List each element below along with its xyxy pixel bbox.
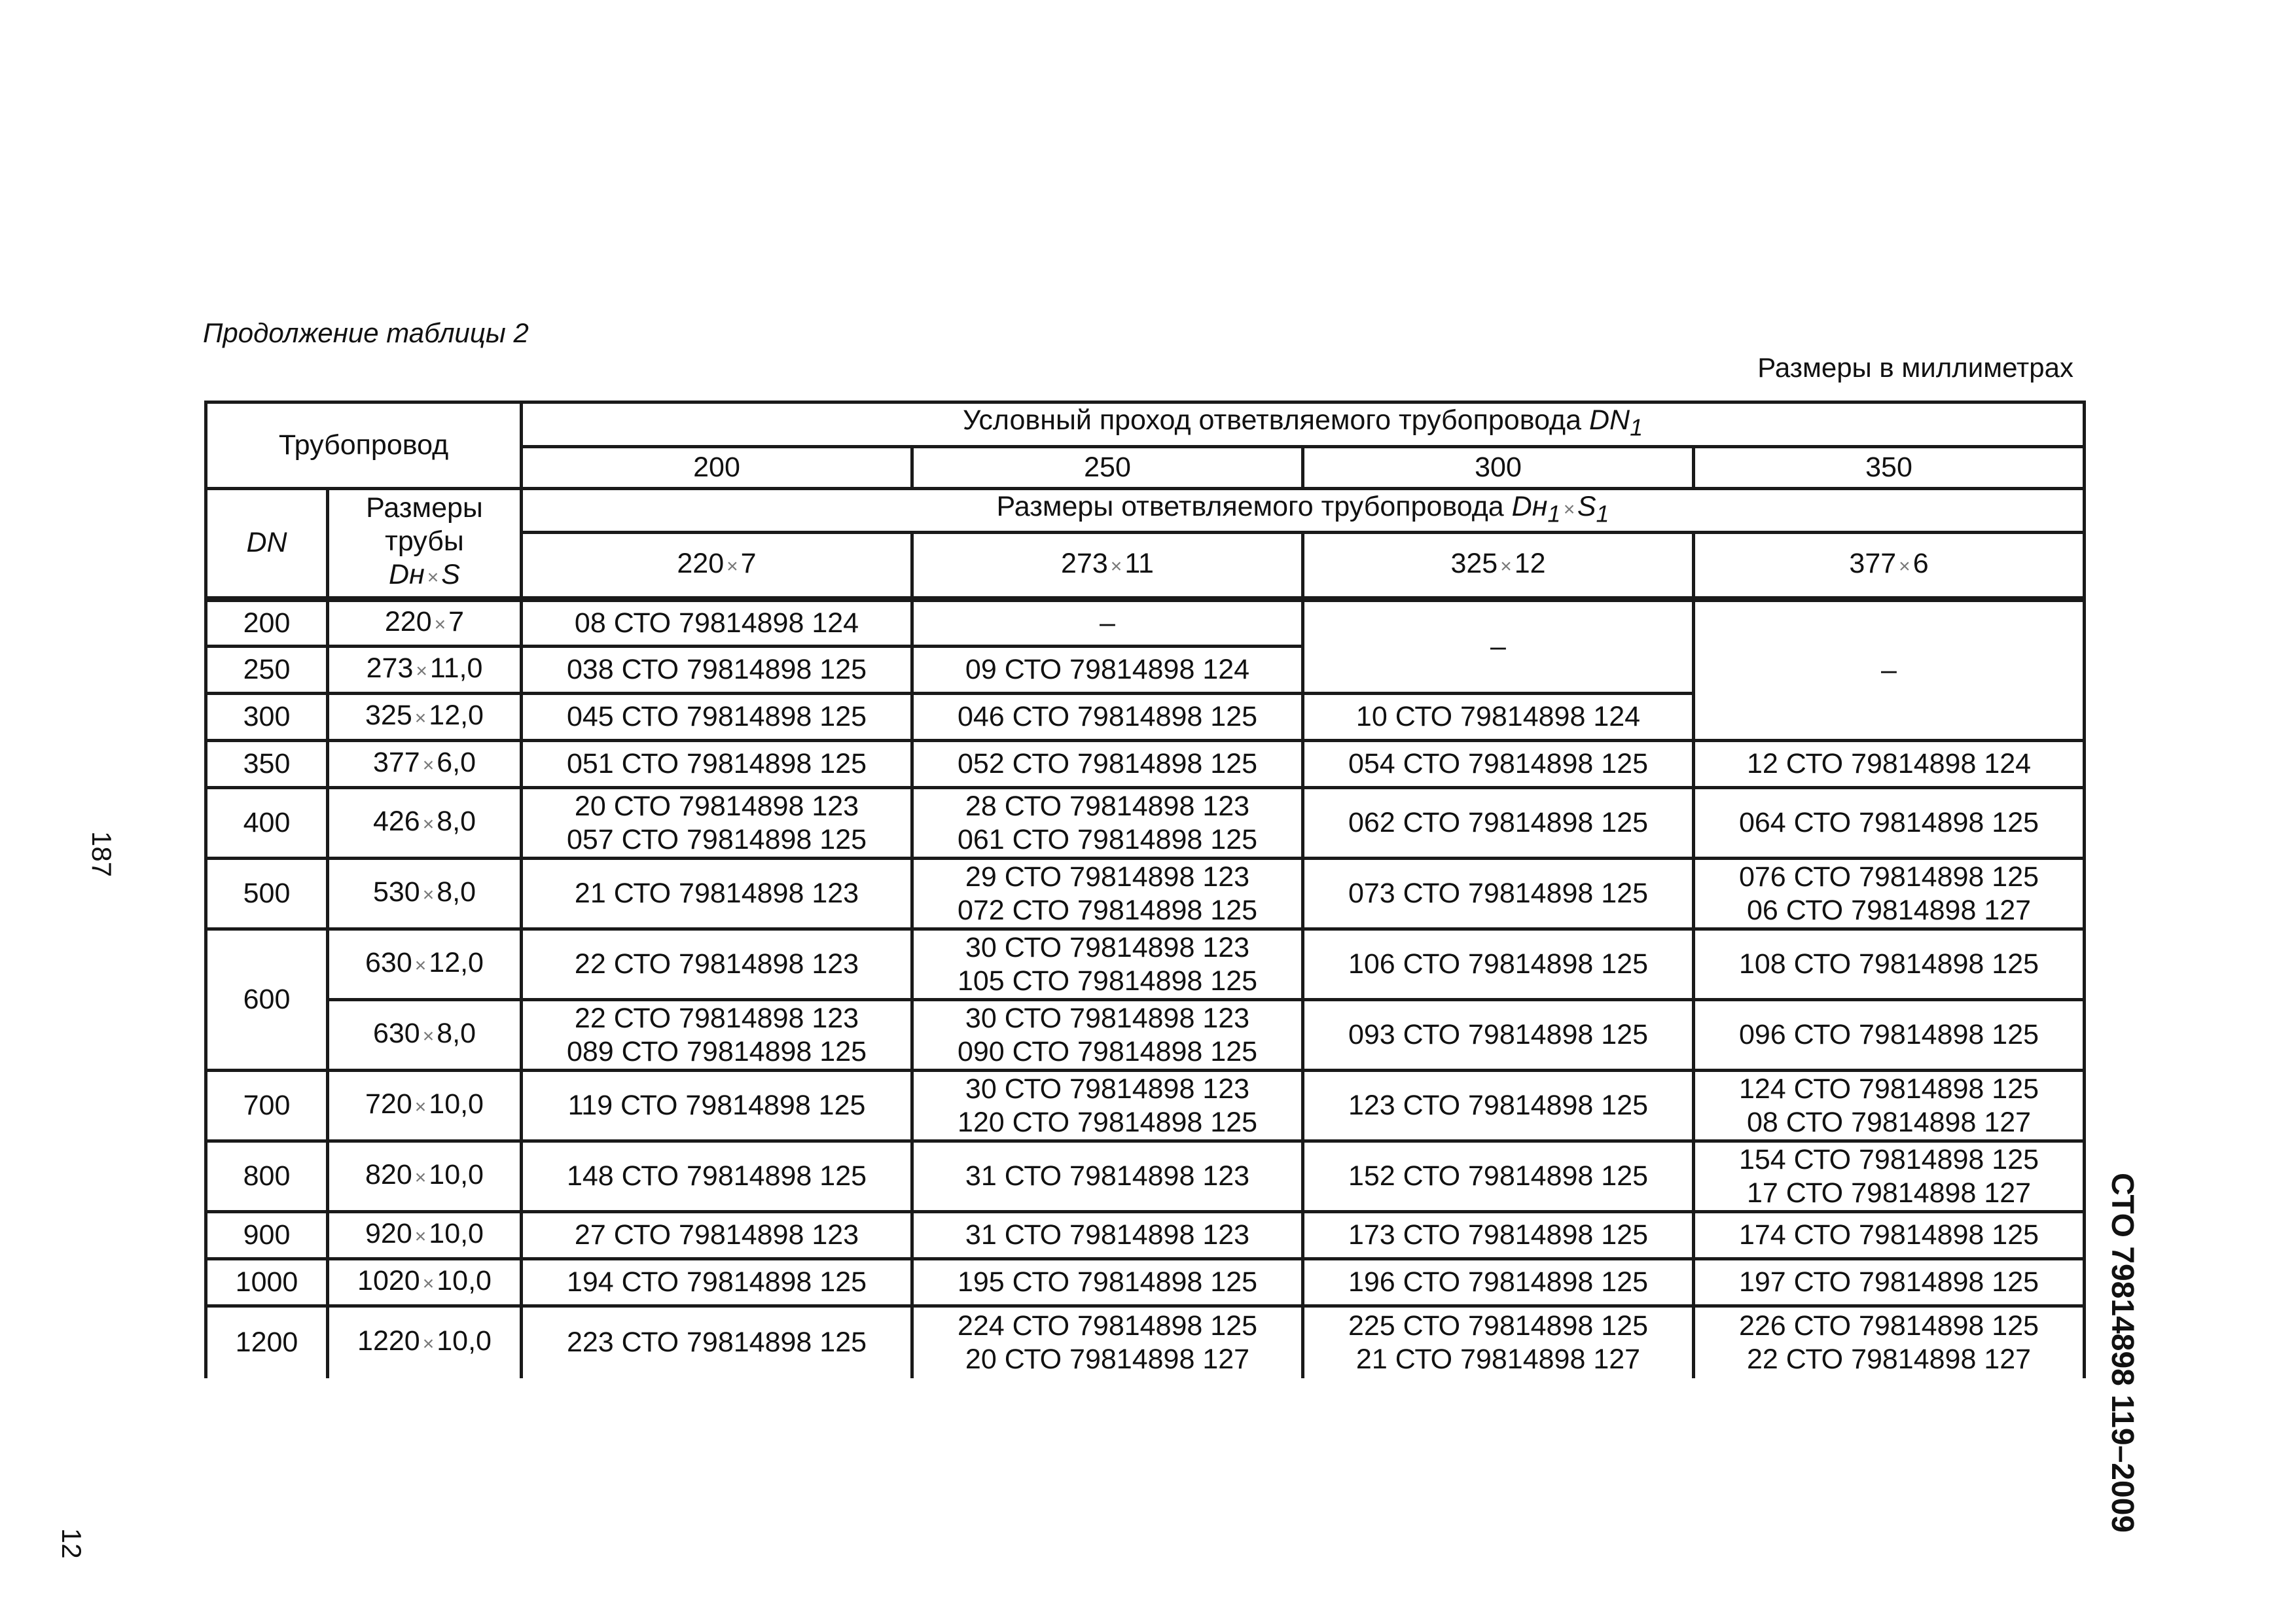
column-size-header: 377 ×6 (1694, 533, 2085, 599)
fitting-code-cell (1303, 1071, 1694, 1141)
fitting-code-cell (522, 859, 912, 929)
fitting-code-cell (912, 1306, 1303, 1378)
fitting-code: 22 СТО 79814898 123 (574, 948, 859, 980)
fitting-code: 224 СТО 79814898 125 (957, 1310, 1258, 1342)
nominal-pass-header (522, 402, 2085, 447)
fitting-code: 154 СТО 79814898 125 (1738, 1143, 2039, 1175)
fitting-code: 30 СТО 79814898 123 (965, 931, 1250, 963)
fitting-code: 21 СТО 79814898 127 (1355, 1343, 1641, 1375)
fitting-code-cell (912, 788, 1303, 859)
fitting-code: 119 СТО 79814898 125 (567, 1090, 866, 1122)
fitting-code-cell (522, 741, 912, 788)
fitting-code-cell (1303, 694, 1694, 741)
fitting-code-cell (912, 694, 1303, 741)
fitting-code: 12 СТО 79814898 124 (1746, 748, 2032, 780)
column-dn-header: 350 (1694, 446, 2085, 488)
fitting-code-cell (1303, 1000, 1694, 1071)
pipe-size-cell: 820 ×10,0 (328, 1141, 522, 1212)
page-number-12: 12 (56, 1528, 87, 1559)
fitting-code: 051 СТО 79814898 125 (566, 748, 867, 780)
fitting-code: 09 СТО 79814898 124 (965, 654, 1250, 686)
pipe-size-header (328, 488, 522, 599)
fitting-code-cell (912, 1000, 1303, 1071)
fitting-code: 21 СТО 79814898 123 (574, 878, 859, 910)
fitting-code: 20 СТО 79814898 123 (574, 790, 859, 822)
fitting-code-cell (1303, 859, 1694, 929)
pipe-size-cell: 325 ×12,0 (328, 694, 522, 741)
column-size-header: 220 ×7 (522, 533, 912, 599)
table-row (206, 1212, 2085, 1259)
fitting-code: 173 СТО 79814898 125 (1348, 1219, 1649, 1251)
fitting-code-cell (1303, 1306, 1694, 1378)
fitting-code: 225 СТО 79814898 125 (1348, 1310, 1649, 1342)
table-row (206, 1071, 2085, 1141)
fitting-code-cell (912, 647, 1303, 694)
units-note: Размеры в миллиметрах (1757, 352, 2073, 383)
pipeline-header: Трубопровод (206, 402, 522, 489)
fitting-code: 061 СТО 79814898 125 (957, 823, 1258, 855)
fitting-code-cell (1303, 929, 1694, 1000)
fitting-code: 057 СТО 79814898 125 (566, 823, 867, 855)
fitting-code: 10 СТО 79814898 124 (1355, 701, 1641, 733)
page-number-187: 187 (86, 831, 117, 878)
fitting-code-cell (522, 599, 912, 647)
fitting-code: 22 СТО 79814898 123 (574, 1002, 859, 1034)
pipe-size-cell: 220 ×7 (328, 599, 522, 647)
fitting-code-cell (1694, 859, 2085, 929)
column-size-header: 273 ×11 (912, 533, 1303, 599)
pipe-size-line: Размеры (366, 492, 483, 524)
table-row (206, 1259, 2085, 1306)
fitting-code: 090 СТО 79814898 125 (957, 1035, 1258, 1067)
fitting-code: 17 СТО 79814898 127 (1746, 1177, 2032, 1209)
dn-cell: 350 (206, 741, 328, 788)
fitting-code-cell (912, 859, 1303, 929)
fitting-code: 093 СТО 79814898 125 (1348, 1019, 1649, 1051)
fitting-code: 046 СТО 79814898 125 (957, 701, 1258, 733)
branch-dims-formula: $Dн_1 \times S_1$ (1511, 490, 1609, 527)
fitting-code-cell (1303, 1212, 1694, 1259)
fitting-code-cell (1694, 1306, 2085, 1378)
fitting-code: 27 СТО 79814898 123 (574, 1219, 859, 1251)
fitting-code-cell (522, 1071, 912, 1141)
fitting-code: 29 СТО 79814898 123 (965, 861, 1250, 893)
fitting-code-cell (522, 1141, 912, 1212)
fitting-code: 152 СТО 79814898 125 (1348, 1160, 1649, 1192)
pipe-size-cell: 920 ×10,0 (328, 1212, 522, 1259)
fitting-code-cell (522, 1259, 912, 1306)
dn-cell: 250 (206, 647, 328, 694)
table-row (206, 599, 2085, 647)
fitting-code: 31 СТО 79814898 123 (965, 1160, 1250, 1192)
table-row (206, 741, 2085, 788)
fitting-code: 096 СТО 79814898 125 (1738, 1019, 2039, 1051)
fitting-code: 194 СТО 79814898 125 (566, 1266, 867, 1298)
fitting-code: 174 СТО 79814898 125 (1738, 1219, 2039, 1251)
fitting-code-cell (912, 599, 1303, 647)
fitting-code: 123 СТО 79814898 125 (1348, 1090, 1649, 1122)
dn-cell: 800 (206, 1141, 328, 1212)
table-caption: Продолжение таблицы 2 (203, 317, 529, 348)
dn-cell: 300 (206, 694, 328, 741)
dn-cell: 1000 (206, 1259, 328, 1306)
fitting-code: 076 СТО 79814898 125 (1738, 861, 2039, 893)
fitting-code-cell (522, 1212, 912, 1259)
pipe-size-cell: 426 ×8,0 (328, 788, 522, 859)
fitting-code: 108 СТО 79814898 125 (1738, 948, 2039, 980)
fitting-code: 072 СТО 79814898 125 (957, 894, 1258, 926)
fitting-code: 054 СТО 79814898 125 (1348, 748, 1649, 780)
fitting-code-cell (1303, 741, 1694, 788)
fitting-code: 197 СТО 79814898 125 (1738, 1266, 2039, 1298)
fitting-code-cell (1694, 929, 2085, 1000)
dn-cell: 700 (206, 1071, 328, 1141)
pipe-size-cell: 1020 ×10,0 (328, 1259, 522, 1306)
dn-cell: 400 (206, 788, 328, 859)
fitting-code: 30 СТО 79814898 123 (965, 1073, 1250, 1105)
fitting-code: 06 СТО 79814898 127 (1746, 894, 2032, 926)
fitting-code-cell (1694, 1212, 2085, 1259)
column-dn-header: 300 (1303, 446, 1694, 488)
dn-header: DN (206, 488, 328, 599)
fitting-code-cell (1303, 788, 1694, 859)
fitting-code: 062 СТО 79814898 125 (1348, 807, 1649, 839)
table-row (206, 788, 2085, 859)
fitting-code-cell (912, 929, 1303, 1000)
fitting-code: 105 СТО 79814898 125 (957, 965, 1258, 997)
fitting-code: 30 СТО 79814898 123 (965, 1002, 1250, 1034)
fitting-code: 045 СТО 79814898 125 (566, 701, 867, 733)
fitting-code: 226 СТО 79814898 125 (1738, 1310, 2039, 1342)
pipe-size-formula: Dн ×S (389, 559, 460, 591)
nominal-pass-text: Условный проход ответвляемого трубопровода (962, 404, 1582, 436)
pipe-size-cell: 530 ×8,0 (328, 859, 522, 929)
fitting-code-cell (1694, 741, 2085, 788)
dn-cell: 600 (206, 929, 328, 1071)
empty-dash-cell: – (1694, 599, 2085, 741)
fitting-code: 124 СТО 79814898 125 (1738, 1073, 2039, 1105)
fitting-code-cell (522, 694, 912, 741)
fitting-code-cell (1694, 1071, 2085, 1141)
fitting-code: 08 СТО 79814898 127 (1746, 1106, 2032, 1138)
fitting-code-cell (1694, 1259, 2085, 1306)
document-code: СТО 79814898 119–2009 (2105, 1173, 2140, 1533)
fitting-code: 089 СТО 79814898 125 (566, 1035, 867, 1067)
fitting-code: 20 СТО 79814898 127 (965, 1343, 1250, 1375)
dn-cell: 500 (206, 859, 328, 929)
fitting-code: 195 СТО 79814898 125 (957, 1266, 1258, 1298)
table-header (206, 402, 2085, 599)
pipe-size-cell: 630 ×8,0 (328, 1000, 522, 1071)
fitting-code-cell (912, 1141, 1303, 1212)
dn-cell: 200 (206, 599, 328, 647)
nominal-pass-symbol: $DN_1$ (1589, 404, 1643, 441)
fitting-code: 08 СТО 79814898 124 (574, 607, 859, 639)
fitting-code-cell (522, 1306, 912, 1378)
fitting-code: 28 СТО 79814898 123 (965, 790, 1250, 822)
fitting-code: 120 СТО 79814898 125 (957, 1106, 1258, 1138)
fitting-code-cell (1694, 788, 2085, 859)
fitting-code: – (1100, 607, 1115, 639)
fitting-code-cell (912, 1212, 1303, 1259)
fitting-code-cell (912, 1259, 1303, 1306)
header-row (206, 488, 2085, 533)
pipe-size-cell: 720 ×10,0 (328, 1071, 522, 1141)
fitting-code-cell (522, 1000, 912, 1071)
dn-cell: 900 (206, 1212, 328, 1259)
fitting-code-cell (522, 929, 912, 1000)
table-body (206, 599, 2085, 1378)
branch-dims-text: Размеры ответвляемого трубопровода (996, 490, 1504, 522)
fitting-code-cell (522, 788, 912, 859)
table-row (206, 859, 2085, 929)
pipe-size-cell: 273 ×11,0 (328, 647, 522, 694)
table-row (206, 1000, 2085, 1071)
pipe-size-cell: 630 ×12,0 (328, 929, 522, 1000)
table-row (206, 1141, 2085, 1212)
fitting-code-cell (1303, 1141, 1694, 1212)
fitting-code: 038 СТО 79814898 125 (566, 654, 867, 686)
pipe-size-line: трубы (385, 526, 464, 558)
fitting-code: 106 СТО 79814898 125 (1348, 948, 1649, 980)
fitting-code-cell (912, 1071, 1303, 1141)
column-size-header: 325 ×12 (1303, 533, 1694, 599)
pipe-size-cell: 377 ×6,0 (328, 741, 522, 788)
table-row (206, 1306, 2085, 1378)
table-row (206, 929, 2085, 1000)
fitting-code: 196 СТО 79814898 125 (1348, 1266, 1649, 1298)
fitting-code: 148 СТО 79814898 125 (566, 1160, 867, 1192)
fitting-code-cell (1694, 1141, 2085, 1212)
dn-cell: 1200 (206, 1306, 328, 1378)
fitting-code-cell (1694, 1000, 2085, 1071)
branch-dims-header (522, 488, 2085, 533)
fitting-code: 073 СТО 79814898 125 (1348, 878, 1649, 910)
fitting-code: 31 СТО 79814898 123 (965, 1219, 1250, 1251)
fittings-table (204, 401, 2086, 1378)
empty-dash-cell: – (1303, 599, 1694, 694)
header-row (206, 402, 2085, 447)
fitting-code: 052 СТО 79814898 125 (957, 748, 1258, 780)
pipe-size-cell: 1220 ×10,0 (328, 1306, 522, 1378)
column-dn-header: 200 (522, 446, 912, 488)
column-dn-header: 250 (912, 446, 1303, 488)
fitting-code: 223 СТО 79814898 125 (566, 1327, 867, 1359)
fitting-code-cell (1303, 1259, 1694, 1306)
fitting-code-cell (522, 647, 912, 694)
fitting-code: 22 СТО 79814898 127 (1746, 1343, 2032, 1375)
fitting-code-cell (912, 741, 1303, 788)
fitting-code: 064 СТО 79814898 125 (1738, 807, 2039, 839)
